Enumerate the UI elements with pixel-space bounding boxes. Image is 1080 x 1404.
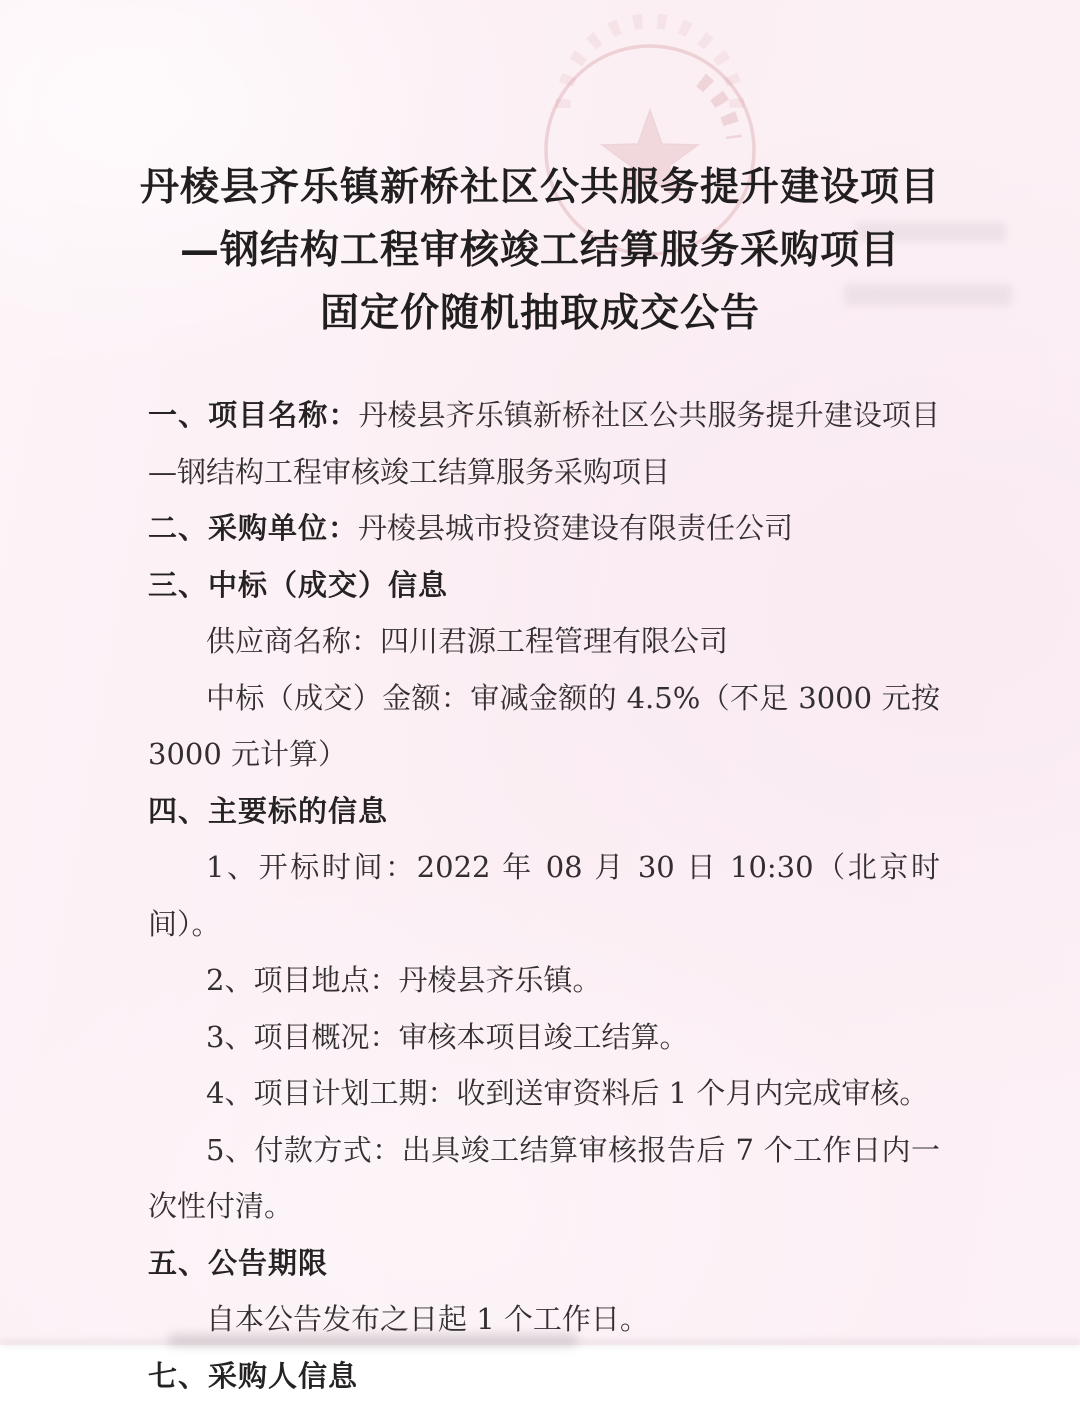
item-project-overview: 3、项目概况：审核本项目竣工结算。 [148,1009,940,1066]
document-title-line1: 丹棱县齐乐镇新桥社区公共服务提升建设项目 [0,156,1080,219]
document-title-line3: 固定价随机抽取成交公告 [0,282,1080,345]
award-amount-line: 中标（成交）金额：审减金额的 4.5%（不足 3000 元按 3000 元计算） [148,670,940,783]
section-value: 丹棱县齐乐镇新桥社区公共服务提升建设项目—钢结构工程审核竣工结算服务采购项目 [148,398,940,489]
section-label: 二、采购单位： [148,511,358,545]
announcement-period-line: 自本公告发布之日起 1 个工作日。 [148,1291,940,1348]
item-project-location: 2、项目地点：丹棱县齐乐镇。 [148,952,940,1009]
section-value: 丹棱县城市投资建设有限责任公司 [358,511,793,545]
section-heading-announcement-period: 五、公告期限 [148,1235,940,1292]
supplier-name-line: 供应商名称：四川君源工程管理有限公司 [148,613,940,670]
section-heading-main-subject: 四、主要标的信息 [148,783,940,840]
item-payment-method: 5、付款方式：出具竣工结算审核报告后 7 个工作日内一次性付清。 [148,1122,940,1235]
item-bid-opening-time: 1、开标时间：2022 年 08 月 30 日 10:30（北京时间）。 [148,839,940,952]
document-title [0,156,1080,345]
item-planned-duration: 4、项目计划工期：收到送审资料后 1 个月内完成审核。 [148,1065,940,1122]
section-project-name [148,387,940,500]
section-heading-purchaser-info: 七、采购人信息 [148,1348,940,1404]
section-label: 一、项目名称： [148,398,359,432]
section-heading-award-info: 三、中标（成交）信息 [148,557,940,614]
section-purchasing-unit [148,500,940,557]
document-body [148,387,940,1404]
document-title-line2: —钢结构工程审核竣工结算服务采购项目 [0,219,1080,282]
